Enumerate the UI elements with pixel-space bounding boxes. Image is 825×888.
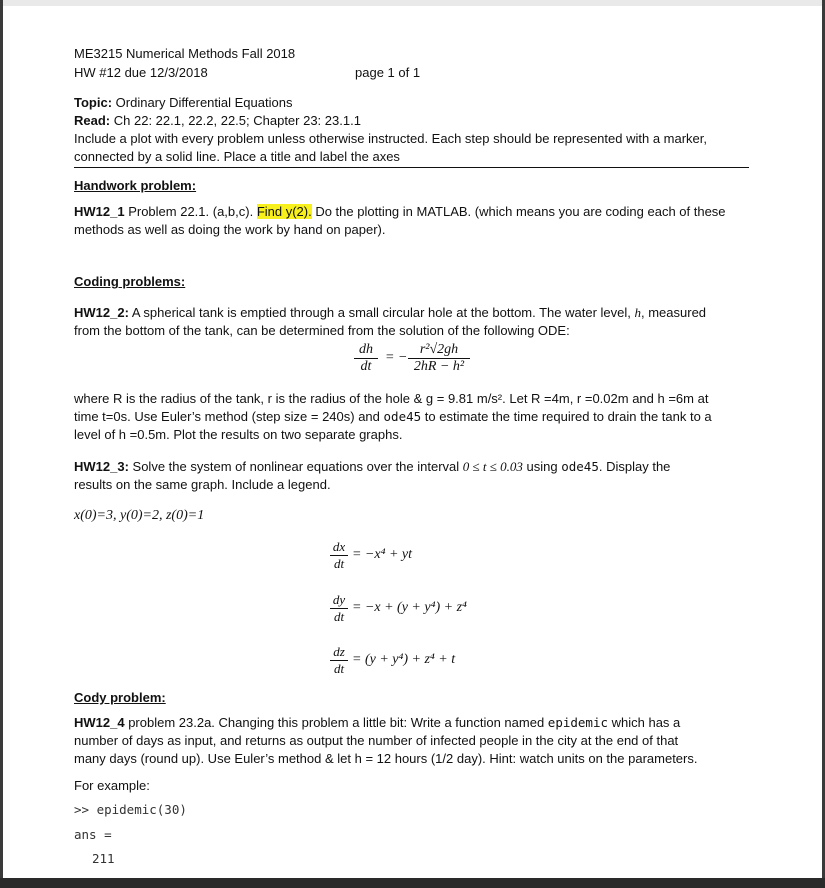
hw12-4-line-3: many days (round up). Use Euler’s method & let h = 12 hours (1/2 day). Hint: watch units on the parameters. xyxy=(74,751,698,766)
example-result: 211 xyxy=(92,851,115,866)
homework-due: HW #12 due 12/3/2018 xyxy=(74,65,208,80)
topic-value: Ordinary Differential Equations xyxy=(115,95,293,110)
horizontal-rule xyxy=(74,167,749,168)
highlighted-text: Find y(2). xyxy=(256,204,312,219)
ode-equals: = − xyxy=(385,350,408,365)
example-command: >> epidemic(30) xyxy=(74,802,187,817)
hw12-4-label: HW12_4 xyxy=(74,715,125,730)
handwork-heading: Handwork problem: xyxy=(74,178,197,193)
eq2-num: dy xyxy=(330,592,348,609)
course-title: ME3215 Numerical Methods Fall 2018 xyxy=(74,46,296,61)
eq3-den: dt xyxy=(333,661,345,676)
h-symbol: h xyxy=(634,305,641,320)
read-value: Ch 22: 22.1, 22.2, 22.5; Chapter 23: 23.1.1 xyxy=(113,113,361,128)
eq2-fraction xyxy=(330,592,348,625)
ode-rhs-fraction xyxy=(408,342,470,375)
topic-label: Topic: xyxy=(74,95,113,110)
read-label: Read: xyxy=(74,113,111,128)
hw12-1-text: Problem 22.1. (a,b,c). xyxy=(124,204,257,219)
hw12-4-line-1 xyxy=(74,714,680,731)
eq1-rhs: = −x⁴ + yt xyxy=(352,547,413,562)
hw12-2-text-4a: time t=0s. Use Euler’s method (step size = 240s) and xyxy=(74,409,384,424)
hw12-3-text: Solve the system of nonlinear equations over the interval xyxy=(128,459,463,474)
eq1-fraction xyxy=(330,539,348,572)
coding-heading: Coding problems: xyxy=(74,274,186,289)
hw12-2-text: A spherical tank is emptied through a small circular hole at the bottom. The water level, xyxy=(128,305,635,320)
eq3-rhs: = (y + y⁴) + z⁴ + t xyxy=(352,652,456,667)
ode-lhs-num: dh xyxy=(354,342,378,359)
example-ans: ans = xyxy=(74,827,112,842)
eq2-rhs: = −x + (y + y⁴) + z⁴ xyxy=(352,600,467,615)
hw12-3-line-1 xyxy=(74,458,670,475)
hw12-1-line-1 xyxy=(74,203,726,220)
hw12-3-label: HW12_3: xyxy=(74,459,129,474)
ode-rhs-den: 2hR − h² xyxy=(413,359,465,374)
hw12-2-text-cont: , measured xyxy=(641,305,707,320)
hw12-2-line-5: level of h =0.5m. Plot the results on two separate graphs. xyxy=(74,427,403,442)
hw12-2-line-1 xyxy=(74,304,706,321)
hw12-3-text-b: using xyxy=(522,459,562,474)
eq3-num: dz xyxy=(330,644,348,661)
hw12-4-text-b: which has a xyxy=(608,715,681,730)
ode-lhs-fraction xyxy=(354,342,378,375)
hw12-1-text-cont: Do the plotting in MATLAB. (which means you are coding each of these xyxy=(311,204,726,219)
hw12-2-line-2: from the bottom of the tank, can be determined from the solution of the following ODE: xyxy=(74,323,570,338)
eq3-fraction xyxy=(330,644,348,677)
epidemic-code: epidemic xyxy=(547,715,609,730)
ode-lhs-den: dt xyxy=(360,359,372,374)
initial-conditions: x(0)=3, y(0)=2, z(0)=1 xyxy=(74,508,205,523)
interval-math: 0 ≤ t ≤ 0.03 xyxy=(462,459,523,474)
hw12-3-text-c: . Display the xyxy=(598,459,671,474)
eq2-den: dt xyxy=(333,609,345,624)
ode-rhs-num: r²√2gh xyxy=(408,342,470,359)
hw12-2-line-4 xyxy=(74,408,712,425)
ode45-code-2: ode45 xyxy=(561,459,599,474)
example-label: For example: xyxy=(74,778,150,793)
hw12-4-line-2: number of days as input, and returns as output the number of infected people in the city at the end of that xyxy=(74,733,679,748)
hw12-1-line-2: methods as well as doing the work by hand on paper). xyxy=(74,222,386,237)
read-line xyxy=(74,112,361,129)
hw12-4-text: problem 23.2a. Changing this problem a little bit: Write a function named xyxy=(124,715,548,730)
instruction-line-1: Include a plot with every problem unless otherwise instructed. Each step should be represented with a marker, xyxy=(74,131,708,146)
window-bottom-bar xyxy=(0,878,825,888)
ode45-code: ode45 xyxy=(383,409,422,424)
hw12-2-label: HW12_2: xyxy=(74,305,129,320)
cody-heading: Cody problem: xyxy=(74,690,166,705)
eq1-den: dt xyxy=(333,556,345,571)
hw12-2-text-4b: to estimate the time required to drain the tank to a xyxy=(421,409,712,424)
hw12-1-label: HW12_1 xyxy=(74,204,125,219)
page-number: page 1 of 1 xyxy=(355,65,421,80)
hw12-2-line-3: where R is the radius of the tank, r is the radius of the hole & g = 9.81 m/s². Let R =4m, r =0.02m and h =6m at xyxy=(74,391,709,406)
instruction-line-2: connected by a solid line. Place a title and label the axes xyxy=(74,149,400,164)
eq1-num: dx xyxy=(330,539,348,556)
hw12-3-line-2: results on the same graph. Include a legend. xyxy=(74,477,331,492)
topic-line xyxy=(74,94,292,111)
